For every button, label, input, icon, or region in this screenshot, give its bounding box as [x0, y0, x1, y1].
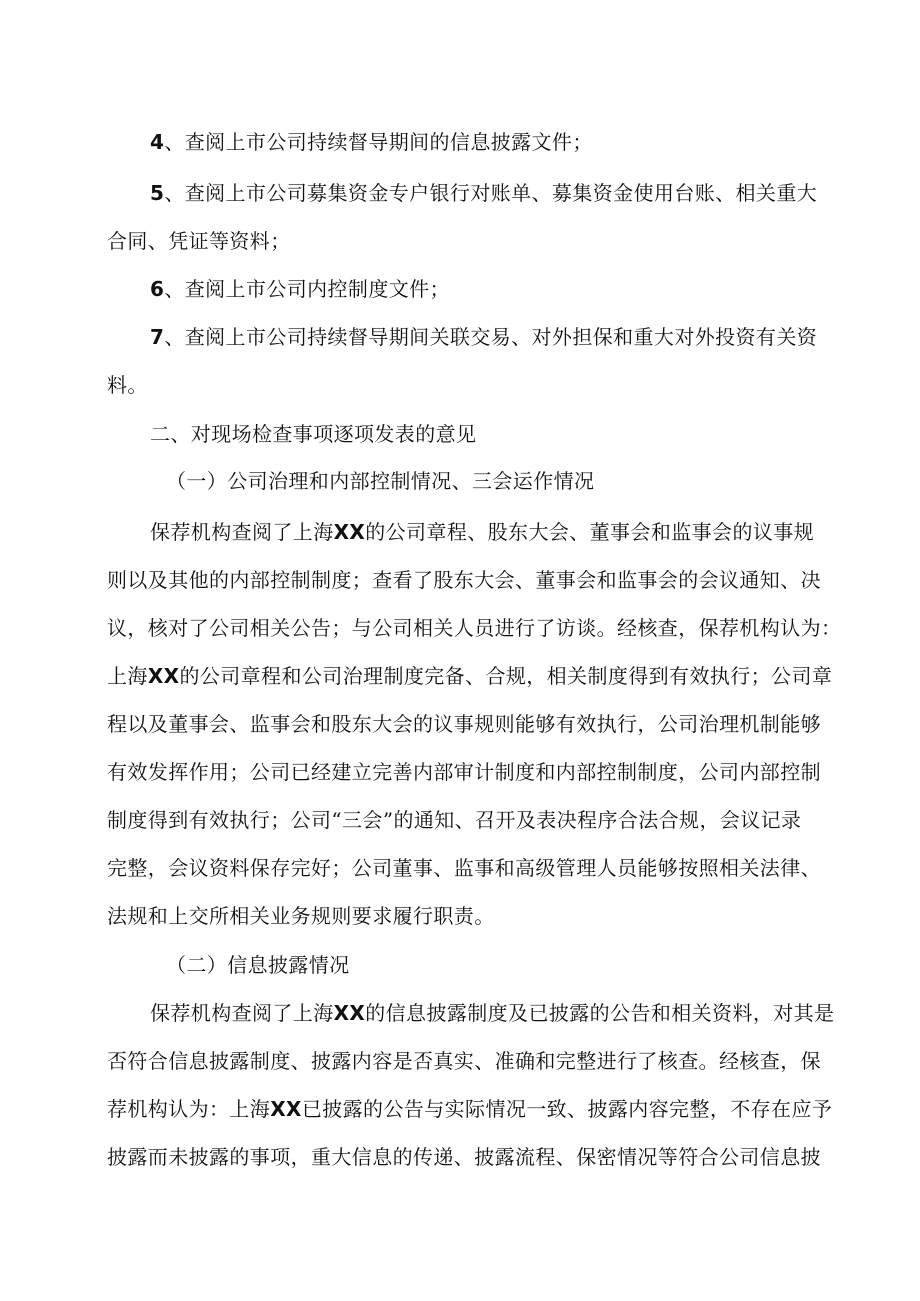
list-item-7-continuation: 料。: [107, 373, 148, 397]
item-number: 7: [150, 325, 165, 349]
paragraph-line: 保荐机构查阅了上海XX的公司章程、股东大会、董事会和监事会的议事规: [150, 520, 815, 544]
paragraph-line: 完整，会议资料保存完好；公司董事、监事和高级管理人员能够按照相关法律、: [107, 856, 821, 880]
paragraph-line: 法规和上交所相关业务规则要求履行职责。: [107, 904, 495, 928]
paragraph-line: 制度得到有效执行；公司“三会”的通知、召开及表决程序合法合规，会议记录: [107, 808, 802, 832]
list-item-5: [150, 181, 817, 205]
list-item-7: [150, 325, 817, 349]
item-number: 4: [150, 130, 165, 154]
item-text: 、查阅上市公司持续督导期间的信息披露文件；: [164, 130, 593, 154]
section-heading: 二、对现场检查事项逐项发表的意见: [150, 422, 477, 446]
paragraph-line: 则以及其他的内部控制制度；查看了股东大会、董事会和监事会的会议通知、决: [107, 568, 821, 592]
paragraph-line: 披露而未披露的事项，重大信息的传递、披露流程、保密情况等符合公司信息披: [107, 1145, 821, 1169]
company-placeholder: XX: [270, 1097, 302, 1121]
company-placeholder: XX: [333, 520, 366, 544]
company-placeholder: XX: [147, 664, 180, 688]
list-item-4: [150, 130, 593, 154]
paragraph-line: 议，核对了公司相关公告；与公司相关人员进行了访谈。经核查，保荐机构认为：: [107, 616, 842, 640]
item-number: 5: [150, 181, 165, 205]
list-item-6: [150, 277, 450, 301]
item-number: 6: [150, 277, 165, 301]
company-placeholder: XX: [333, 1001, 366, 1025]
item-text: 、查阅上市公司持续督导期间关联交易、对外担保和重大对外投资有关资: [164, 325, 818, 349]
paragraph-line: 程以及董事会、监事会和股东大会的议事规则能够有效执行，公司治理机制能够: [107, 712, 821, 736]
list-item-5-continuation: 合同、凭证等资料；: [107, 229, 291, 253]
item-text: 、查阅上市公司募集资金专户银行对账单、募集资金使用台账、相关重大: [164, 181, 818, 205]
item-text: 、查阅上市公司内控制度文件；: [164, 277, 450, 301]
paragraph-line: 上海XX的公司章程和公司治理制度完备、合规，相关制度得到有效执行；公司章: [107, 664, 833, 688]
paragraph-line: 荐机构认为：上海XX已披露的公告与实际情况一致、披露内容完整，不存在应予: [107, 1097, 833, 1121]
subsection-heading-1: （一）公司治理和内部控制情况、三会运作情况: [166, 469, 595, 493]
paragraph-line: 否符合信息披露制度、披露内容是否真实、准确和完整进行了核查。经核查，保: [107, 1049, 821, 1073]
subsection-heading-2: （二）信息披露情况: [166, 953, 350, 977]
paragraph-line: 保荐机构查阅了上海XX的信息披露制度及已披露的公告和相关资料，对其是: [150, 1001, 835, 1025]
paragraph-line: 有效发挥作用；公司已经建立完善内部审计制度和内部控制制度，公司内部控制: [107, 760, 821, 784]
